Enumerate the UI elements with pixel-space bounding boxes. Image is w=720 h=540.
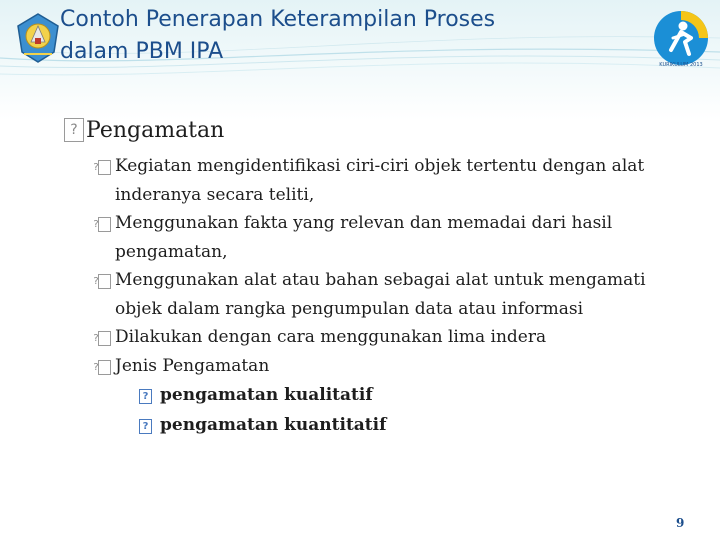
list-item [93,152,678,209]
kurikulum-logo-label: KURIKULUM 2013 [659,62,703,68]
slide-title [60,4,620,68]
slide-title-line2: dalam PBM IPA [60,39,224,64]
bullet-text: Kegiatan mengidentifikasi ciri-ciri objek tertentu dengan alat inderanya secara teliti, [115,156,645,205]
bullet-glyph-icon: ? [98,331,111,346]
bullet-glyph-icon: ? [98,160,111,175]
sub-bullet-text: pengamatan kualitatif [160,385,373,405]
sub-list-item [115,380,678,410]
bullet-glyph-icon: ? [98,360,111,375]
list-item [93,209,678,266]
bullet-glyph-icon: ? [139,419,152,434]
section-heading [64,116,224,146]
bullet-text: Menggunakan fakta yang relevan dan memadai dari hasil pengamatan, [115,213,613,262]
list-item [93,352,678,441]
list-item [93,323,678,352]
bullet-list [93,152,678,440]
list-item [93,266,678,323]
kurikulum-2013-logo [651,8,711,70]
bullet-glyph-icon: ? [98,217,111,232]
bullet-glyph-icon: ? [64,118,84,142]
bullet-text: Jenis Pengamatan [115,355,270,376]
bullet-glyph-icon: ? [98,274,111,289]
sub-bullet-text: pengamatan kuantitatif [160,415,387,435]
tut-wuri-handayani-logo [14,12,62,64]
sub-list-item [115,410,678,440]
bullet-text: Dilakukan dengan cara menggunakan lima indera [115,327,547,347]
section-heading-text: Pengamatan [86,118,225,143]
bullet-text: Menggunakan alat atau bahan sebagai alat untuk mengamati objek dalam rangka pengumpulan data atau informasi [115,270,646,319]
sub-bullet-list [115,380,678,440]
slide-title-line1: Contoh Penerapan Keterampilan Proses [60,7,496,32]
page-number: 9 [676,516,685,530]
bullet-glyph-icon: ? [139,389,152,404]
